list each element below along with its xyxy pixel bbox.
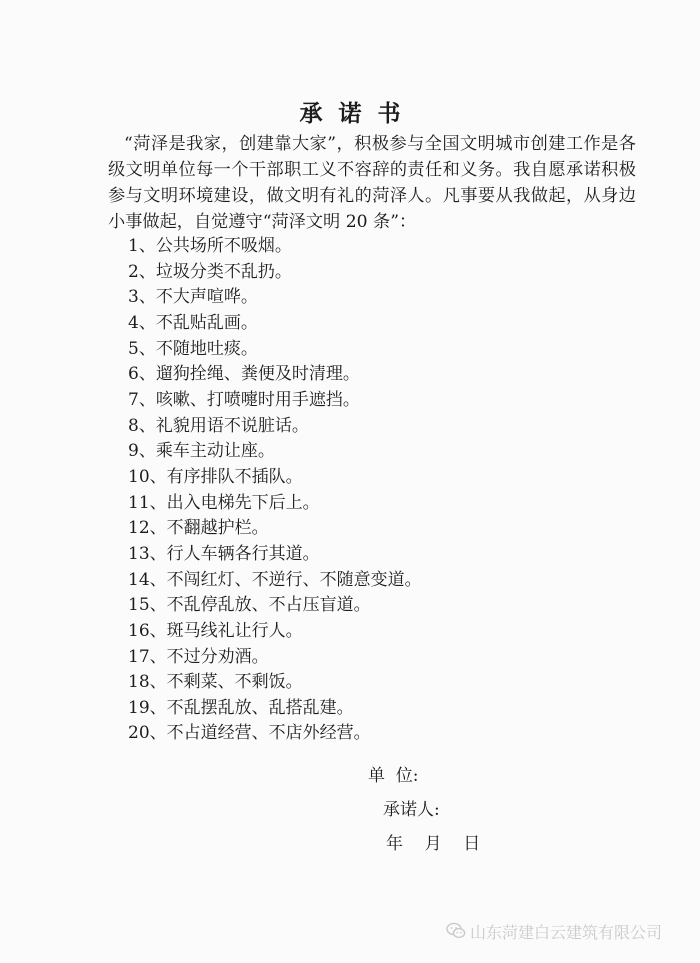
- pledge-item: 12、不翻越护栏。: [128, 518, 269, 539]
- document-title: 承诺书: [299, 100, 417, 127]
- pledge-item: 5、不随地吐痰。: [128, 338, 258, 359]
- pledge-item: 15、不乱停乱放、不占压盲道。: [128, 595, 371, 616]
- pledge-item: 1、公共场所不吸烟。: [128, 236, 292, 256]
- pledge-item: 7、咳嗽、打喷嚏时用手遮挡。: [128, 389, 360, 410]
- signature-date: 年 月 日: [386, 834, 481, 854]
- pledge-item: 4、不乱贴乱画。: [128, 312, 258, 333]
- pledge-list: [128, 234, 422, 747]
- watermark: [446, 920, 662, 942]
- watermark-text: 山东菏建白云建筑有限公司: [470, 922, 663, 942]
- signature-person: 承诺人:: [383, 800, 440, 820]
- pledge-item: 13、行人车辆各行其道。: [128, 543, 320, 564]
- pledge-item: 19、不乱摆乱放、乱搭乱建。: [128, 697, 354, 718]
- pledge-item: 11、出入电梯先下后上。: [128, 492, 320, 513]
- pledge-item: 16、斑马线礼让行人。: [128, 620, 303, 641]
- wechat-icon: [446, 922, 466, 940]
- pledge-item: 14、不闯红灯、不逆行、不随意变道。: [128, 569, 422, 590]
- intro-paragraph: “菏泽是我家，创建靠大家”，积极参与全国文明城市创建工作是各级文明单位每一个干部职工义不容辞的责任和义务。我自愿承诺积极参与文明环境建设，做文明有礼的菏泽人。凡事要从我做起，从身边小事做起，自觉遵守“菏泽文明 20 条”：: [108, 134, 636, 232]
- pledge-item: 10、有序排队不插队。: [128, 466, 303, 487]
- pledge-item: 3、不大声喧哗。: [128, 287, 258, 308]
- pledge-item: 20、不占道经营、不店外经营。: [128, 723, 371, 744]
- pledge-item: 18、不剩菜、不剩饭。: [128, 672, 303, 693]
- pledge-item: 8、礼貌用语不说脏话。: [128, 415, 309, 436]
- pledge-item: 2、垃圾分类不乱扔。: [128, 261, 292, 282]
- pledge-item: 9、乘车主动让座。: [128, 441, 275, 462]
- pledge-item: 17、不过分劝酒。: [128, 646, 269, 667]
- signature-unit: 单 位:: [368, 766, 419, 786]
- pledge-item: 6、遛狗拴绳、粪便及时清理。: [128, 364, 360, 385]
